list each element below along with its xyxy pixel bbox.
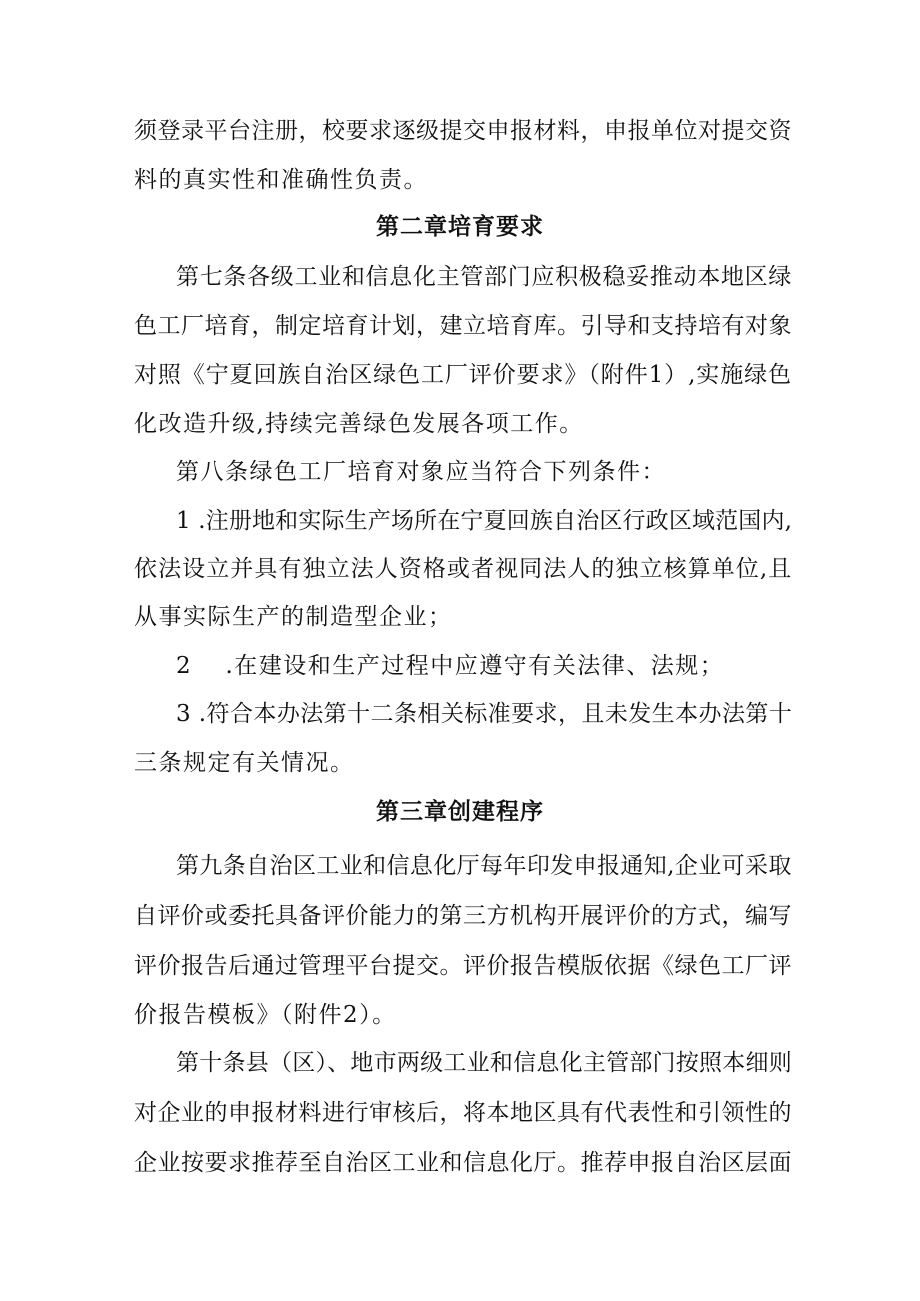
article-9-line-3: 评价报告后通过管理平台提交。评价报告模版依据《绿色工厂评 bbox=[134, 953, 792, 979]
condition-3-line-1: 3 .符合本办法第十二条相关标准要求，且未发生本办法第十 bbox=[176, 701, 793, 727]
chapter-2-heading: 第二章培育要求 bbox=[376, 214, 544, 240]
article-7-line-3: 对照《宁夏回族自治区绿色工厂评价要求》（附件1）,实施绿色 bbox=[134, 362, 792, 388]
article-8-line-1: 第八条绿色工厂培育对象应当符合下列条件： bbox=[176, 459, 666, 485]
condition-1-line-3: 从事实际生产的制造型企业； bbox=[134, 604, 453, 630]
article-10-line-1: 第十条县（区）、地市两级工业和信息化主管部门按照本细则 bbox=[176, 1050, 792, 1076]
condition-3-line-2: 三条规定有关情况。 bbox=[134, 750, 355, 776]
article-9-line-1: 第九条自治区工业和信息化厅每年印发申报通知,企业可采取 bbox=[176, 853, 792, 879]
condition-2-line-1: 2 .在建设和生产过程中应遵守有关法律、法规； bbox=[176, 653, 725, 679]
article-10-line-2: 对企业的申报材料进行审核后，将本地区具有代表性和引领性的 bbox=[134, 1100, 792, 1126]
article-9-line-4: 价报告模板》（附件2）。 bbox=[134, 1002, 397, 1028]
condition-1-line-2: 依法设立并具有独立法人资格或者视同法人的独立核算单位,且 bbox=[134, 556, 793, 582]
article-7-line-2: 色工厂培育，制定培育计划，建立培育库。引导和支持培有对象 bbox=[134, 313, 792, 339]
condition-1-line-1: 1 .注册地和实际生产场所在宁夏回族自治区行政区域范国内, bbox=[176, 508, 793, 534]
intro-line-1: 须登录平台注册，校要求逐级提交申报材料，申报单位对提交资 bbox=[134, 118, 792, 144]
article-9-line-2: 自评价或委托具备评价能力的第三方机构开展评价的方式，编写 bbox=[134, 903, 792, 929]
chapter-3-heading: 第三章创建程序 bbox=[376, 799, 544, 825]
intro-line-2: 料的真实性和准确性负责。 bbox=[134, 167, 428, 193]
article-7-line-1: 第七条各级工业和信息化主管部门应积极稳妥推动本地区绿 bbox=[176, 264, 792, 290]
article-10-line-3: 企业按要求推荐至自治区工业和信息化厅。推荐申报自治区层面 bbox=[134, 1150, 792, 1176]
article-7-line-4: 化改造升级,持续完善绿色发展各项工作。 bbox=[134, 411, 584, 437]
